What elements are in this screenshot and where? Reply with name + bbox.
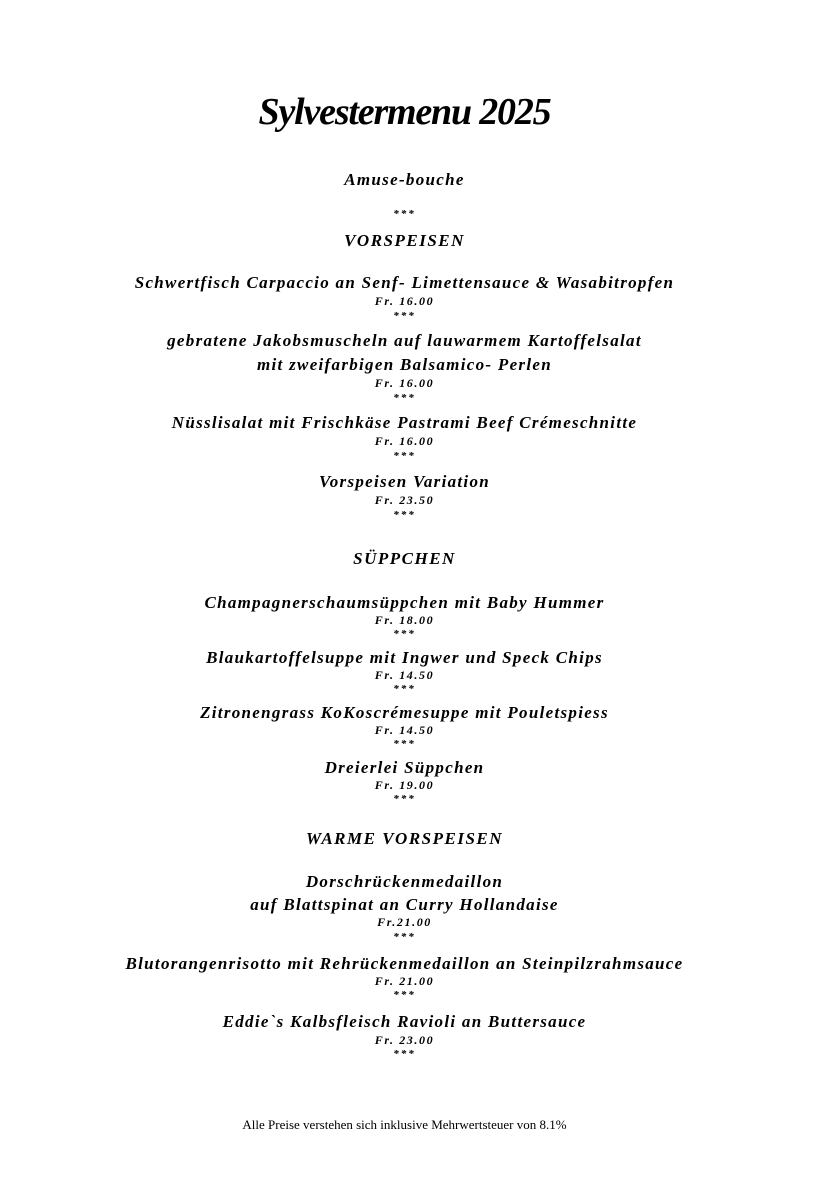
dish-name: Nüsslisalat mit Frischkäse Pastrami Beef Crémeschnitte [171, 413, 638, 432]
dish-name-line2: mit zweifarbigen Balsamico- Perlen [257, 355, 552, 374]
dish-name: gebratene Jakobsmuscheln auf lauwarmem Kartoffelsalat [167, 331, 642, 350]
dish-name-line2: auf Blattspinat an Curry Hollandaise [250, 895, 559, 914]
amuse-bouche-label: Amuse-bouche [344, 170, 465, 189]
separator: *** [393, 683, 416, 695]
dish-name: Dreierlei Süppchen [324, 758, 485, 777]
menu-title: Sylvestermenu 2025 [258, 91, 551, 133]
dish-name: Blutorangenrisotto mit Rehrückenmedaillon an Steinpilzrahmsauce [125, 954, 684, 973]
dish-price: Fr. 23.50 [374, 493, 435, 507]
separator: *** [393, 931, 416, 943]
separator: *** [393, 628, 416, 640]
dish-price: Fr. 16.00 [374, 294, 435, 308]
dish-name: Vorspeisen Variation [318, 472, 490, 491]
dish-price: Fr. 23.00 [374, 1033, 435, 1047]
dish-price: Fr. 14.50 [374, 723, 435, 737]
dish-price: Fr. 16.00 [374, 434, 435, 448]
section-heading-sueppchen: SÜPPCHEN [353, 549, 456, 568]
section-heading-warme-vorspeisen: WARME VORSPEISEN [305, 829, 504, 848]
dish-name: Eddie`s Kalbsfleisch Ravioli an Buttersauce [222, 1012, 587, 1031]
dish-price: Fr. 21.00 [374, 974, 435, 988]
separator: *** [393, 989, 416, 1001]
dish-price: Fr. 19.00 [374, 778, 435, 792]
dish-price: Fr. 18.00 [374, 613, 435, 627]
dish-name: Zitronengrass KoKoscrémesuppe mit Pouletspiess [200, 703, 609, 722]
separator: *** [393, 1048, 416, 1060]
dish-price: Fr.21.00 [377, 915, 432, 929]
separator: *** [393, 450, 416, 462]
separator: *** [393, 310, 416, 322]
vat-footnote: Alle Preise verstehen sich inklusive Mehrwertsteuer von 8.1% [242, 1117, 567, 1132]
section-heading-vorspeisen: VORSPEISEN [344, 231, 465, 250]
separator: *** [393, 509, 416, 521]
separator: *** [393, 392, 416, 404]
dish-name: Champagnerschaumsüppchen mit Baby Hummer [204, 593, 605, 612]
separator: *** [393, 208, 416, 220]
dish-price: Fr. 14.50 [374, 668, 435, 682]
dish-price: Fr. 16.00 [374, 376, 435, 390]
dish-name: Blaukartoffelsuppe mit Ingwer und Speck Chips [206, 648, 603, 667]
dish-name: Dorschrückenmedaillon [305, 872, 504, 891]
dish-name: Schwertfisch Carpaccio an Senf- Limettensauce & Wasabitropfen [134, 273, 675, 292]
separator: *** [393, 738, 416, 750]
separator: *** [393, 793, 416, 805]
